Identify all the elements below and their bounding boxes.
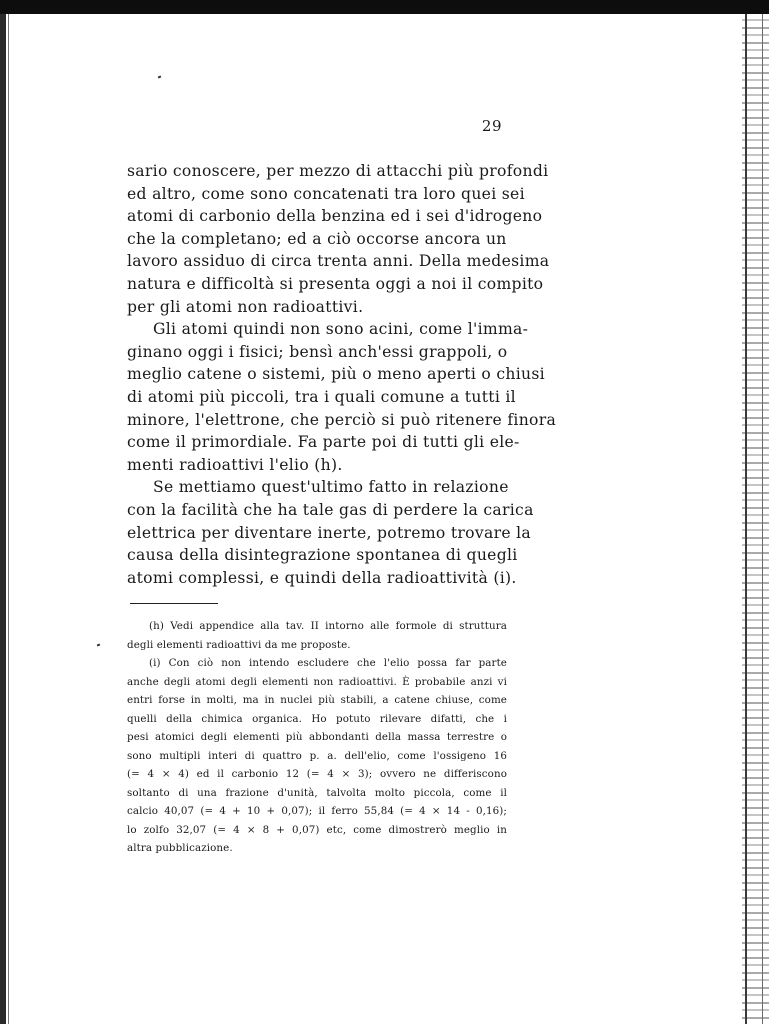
scan-speck (158, 76, 162, 79)
footnote-line: (= 4 × 4) ed il carbonio 12 (= 4 × 3); ovvero ne differiscono (127, 768, 507, 780)
footnote-line: altra pubblicazione. (127, 842, 233, 854)
footnote-line: (i) Con ciò non intendo escludere che l'elio possa far parte (149, 657, 507, 669)
scan-top-border (0, 0, 769, 14)
footnote-line: calcio 40,07 (= 4 + 10 + 0,07); il ferro 55,84 (= 4 × 14 - 0,16); (127, 805, 507, 817)
scan-speck (97, 644, 101, 647)
footnote-line: soltanto di una frazione d'unità, talvolta molto piccola, come il (127, 786, 507, 799)
footnote-line: quelli della chimica organica. Ho potuto rilevare difatti, che i (127, 712, 507, 725)
text-line: menti radioattivi l'elio (h). (127, 455, 343, 474)
text-line: per gli atomi non radioattivi. (127, 297, 364, 316)
text-line: atomi di carbonio della benzina ed i sei d'idrogeno (127, 207, 543, 226)
body-text (127, 160, 557, 589)
scan-right-edge-line (745, 14, 747, 1024)
text-line: meglio catene o sistemi, più o meno aperti o chiusi (127, 365, 545, 384)
text-line: ginano oggi i fisici; bensì anch'essi grappoli, o (127, 342, 508, 361)
text-line: causa della disintegrazione spontanea di quegli (127, 546, 518, 565)
text-line: minore, l'elettrone, che perciò si può ritenere finora (127, 410, 557, 429)
page-number: 29 (481, 117, 502, 135)
text-line: Gli atomi quindi non sono acini, come l'imma- (153, 320, 529, 339)
text-line: come il primordiale. Fa parte poi di tutti gli ele- (127, 433, 520, 452)
footnote-line: sono multipli interi di quattro p. a. dell'elio, come l'ossigeno 16 (127, 749, 507, 762)
text-line: atomi complessi, e quindi della radioattività (i). (127, 568, 517, 587)
footnote-line: entri forse in molti, ma in nuclei più stabili, a catene chiuse, come (127, 694, 507, 706)
footnote-line: pesi atomici degli elementi più abbondanti della massa terrestre o (127, 731, 507, 743)
text-line: ed altro, come sono concatenati tra loro quei sei (127, 184, 525, 203)
footnote-line: lo zolfo 32,07 (= 4 × 8 + 0,07) etc, come dimostrerò meglio in (127, 823, 507, 836)
text-line: con la facilità che ha tale gas di perdere la carica (127, 500, 534, 519)
text-line: che la completano; ed a ciò occorse ancora un (127, 229, 507, 248)
footnote-line: degli elementi radioattivi da me proposte. (127, 638, 351, 651)
footnotes (127, 617, 507, 858)
text-line: natura e difficoltà si presenta oggi a noi il compito (127, 274, 544, 293)
text-line: Se mettiamo quest'ultimo fatto in relazione (153, 478, 509, 497)
footnote-line: anche degli atomi degli elementi non radioattivi. È probabile anzi vi (127, 675, 507, 688)
text-line: sario conoscere, per mezzo di attacchi più profondi (127, 162, 549, 180)
text-line: lavoro assiduo di circa trenta anni. Della medesima (127, 252, 550, 271)
footnote-line: (h) Vedi appendice alla tav. II intorno alle formole di struttura (149, 620, 507, 632)
text-line: di atomi più piccoli, tra i quali comune a tutti il (127, 387, 516, 406)
scan-left-edge-line (8, 14, 9, 1024)
scan-left-border (0, 14, 6, 1024)
scan-right-edge-line-outer (762, 14, 763, 1024)
text-line: elettrica per diventare inerte, potremo trovare la (127, 523, 531, 542)
footnote-separator (130, 603, 218, 604)
